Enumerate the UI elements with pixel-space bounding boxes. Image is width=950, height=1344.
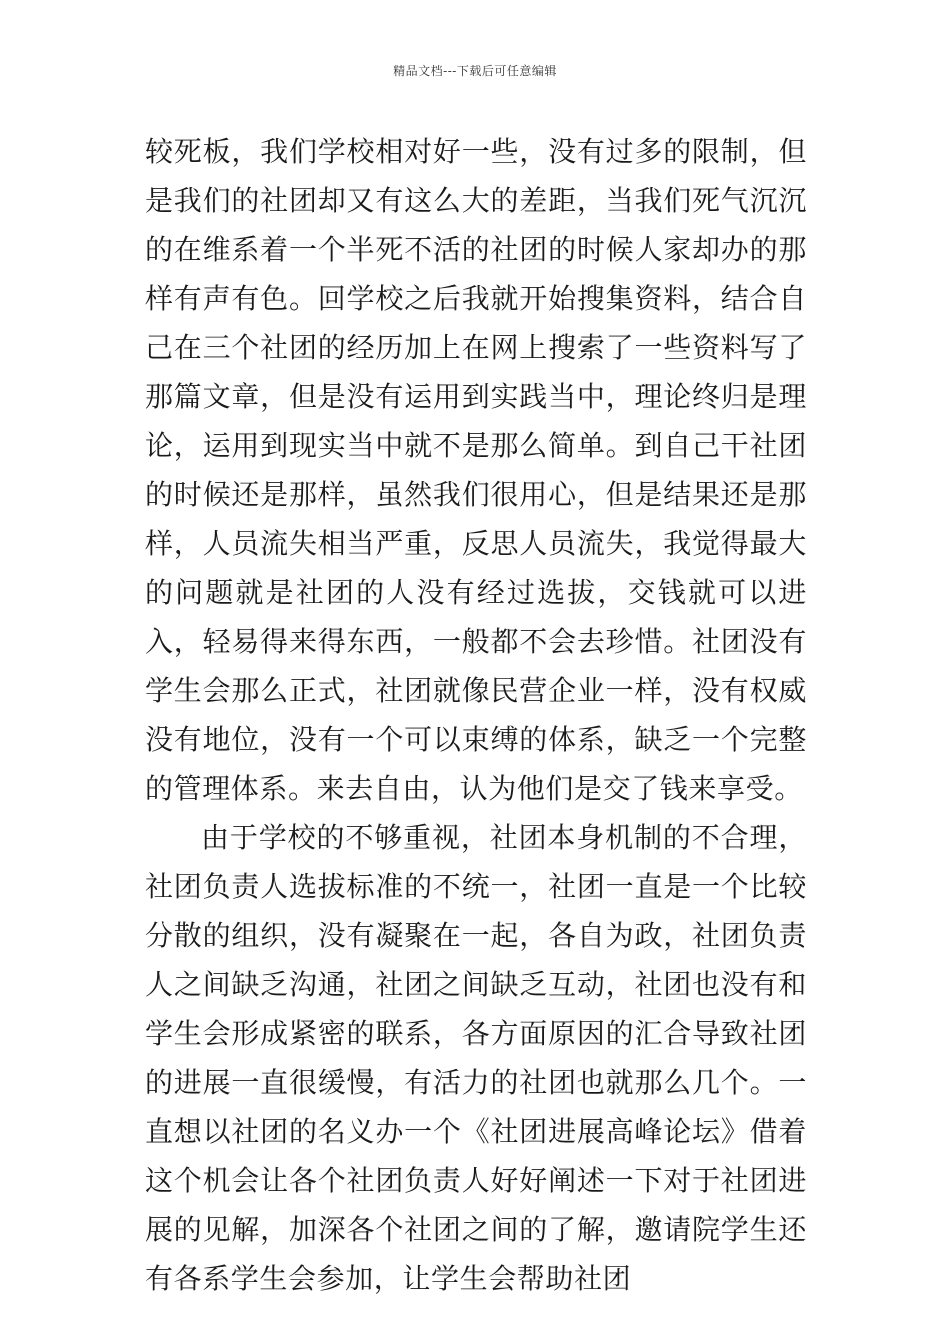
document-body bbox=[145, 127, 807, 1303]
paragraph-1: 较死板，我们学校相对好一些，没有过多的限制，但是我们的社团却又有这么大的差距，当我们死气沉沉的在维系着一个半死不活的社团的时候人家却办的那样有声有色。回学校之后我就开始搜集资料，结合自己在三个社团的经历加上在网上搜索了一些资料写了那篇文章，但是没有运用到实践当中，理论终归是理论，运用到现实当中就不是那么简单。到自己干社团的时候还是那样，虽然我们很用心，但是结果还是那样，人员流失相当严重，反思人员流失，我觉得最大的问题就是社团的人没有经过选拔，交钱就可以进入，轻易得来得东西，一般都不会去珍惜。社团没有学生会那么正式，社团就像民营企业一样，没有权威没有地位，没有一个可以束缚的体系，缺乏一个完整的管理体系。来去自由，认为他们是交了钱来享受。 bbox=[145, 135, 807, 805]
page-header: 精品文档---下载后可任意编辑 bbox=[393, 64, 557, 78]
paragraph-2: 由于学校的不够重视，社团本身机制的不合理，社团负责人选拔标准的不统一，社团一直是一个比较分散的组织，没有凝聚在一起，各自为政，社团负责人之间缺乏沟通，社团之间缺乏互动，社团也没有和学生会形成紧密的联系，各方面原因的汇合导致社团的进展一直很缓慢，有活力的社团也就那么几个。一直想以社团的名义办一个《社团进展高峰论坛》借着这个机会让各个社团负责人好好阐述一下对于社团进展的见解，加深各个社团之间的了解，邀请院学生还有各系学生会参加，让学生会帮助社团 bbox=[145, 821, 807, 1295]
